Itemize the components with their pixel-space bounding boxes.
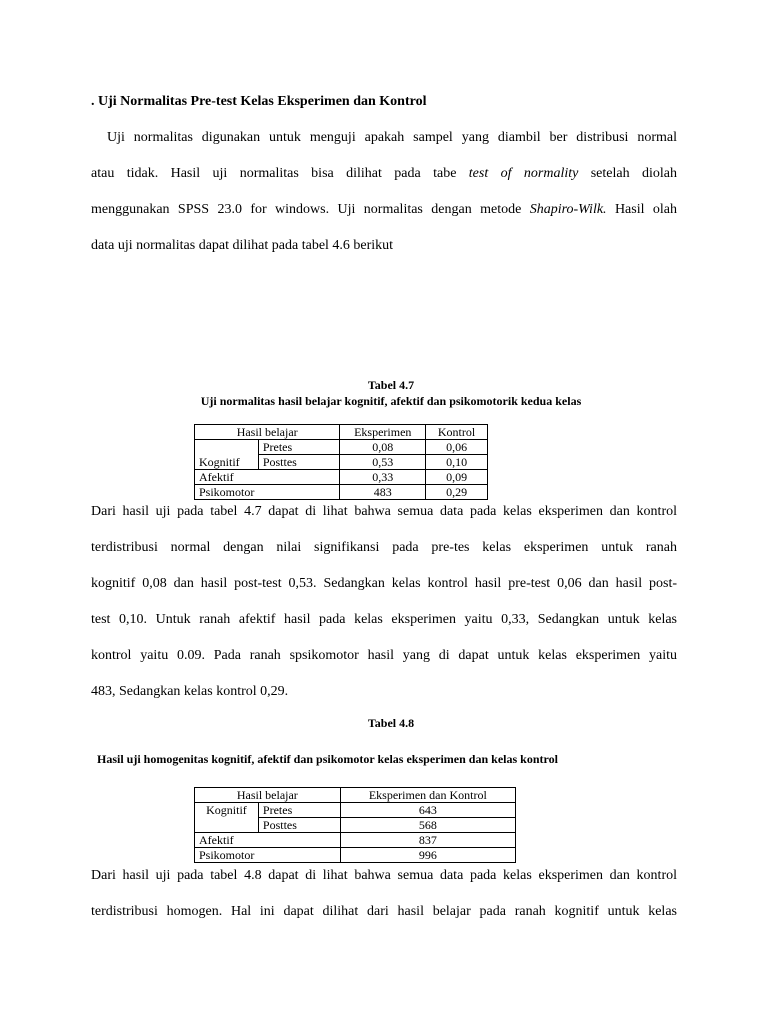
paragraph-intro xyxy=(91,128,677,272)
row-label: Psikomotor xyxy=(195,848,341,863)
value-cell: 643 xyxy=(340,803,515,818)
paragraph-line: menggunakan SPSS 23.0 for windows. Uji normalitas dengan metode Shapiro-Wilk. Hasil olah xyxy=(91,202,677,217)
value-cell: 996 xyxy=(340,848,515,863)
value-cell: 0,09 xyxy=(426,470,488,485)
header-cell: Eksperimen xyxy=(340,425,426,440)
table-header-row xyxy=(195,425,488,440)
table-4-7-title: Uji normalitas hasil belajar kognitif, afektif dan psikomotorik kedua kelas xyxy=(200,394,582,408)
section-heading: . Uji Normalitas Pre-test Kelas Eksperimen dan Kontrol xyxy=(91,94,427,109)
paragraph-line: kontrol yaitu 0.09. Pada ranah spsikomotor hasil yang di dapat untuk kelas eksperimen yaitu xyxy=(91,648,677,663)
table-row xyxy=(195,440,488,455)
table-row xyxy=(195,833,516,848)
table-4-7-label: Tabel 4.7 xyxy=(367,378,415,392)
table-4-8-title: Hasil uji homogenitas kognitif, afektif dan psikomotor kelas eksperimen dan kelas kontrol xyxy=(97,752,558,766)
paragraph-line: atau tidak. Hasil uji normalitas bisa dilihat pada tabe test of normality setelah diolah xyxy=(91,166,677,181)
paragraph-line: kognitif 0,08 dan hasil post-test 0,53. Sedangkan kelas kontrol hasil pre-test 0,06 dan hasil post- xyxy=(91,576,677,591)
table-row xyxy=(195,848,516,863)
empty-cell xyxy=(195,818,259,833)
paragraph-line: data uji normalitas dapat dilihat pada tabel 4.6 berikut xyxy=(91,238,394,253)
row-label: Afektif xyxy=(195,470,340,485)
header-cell: Kontrol xyxy=(426,425,488,440)
table-4-8-label: Tabel 4.8 xyxy=(367,716,415,730)
row-label: Psikomotor xyxy=(195,485,340,500)
value-cell: 837 xyxy=(340,833,515,848)
paragraph-line: Dari hasil uji pada tabel 4.8 dapat di lihat bahwa semua data pada kelas eksperimen dan kontrol xyxy=(91,868,677,883)
paragraph-line: Uji normalitas digunakan untuk menguji apakah sampel yang diambil ber distribusi normal xyxy=(107,130,677,145)
header-cell: Hasil belajar xyxy=(195,425,340,440)
paragraph-table-4-7-discussion xyxy=(91,502,677,718)
row-sub-label: Posttes xyxy=(258,818,340,833)
table-row xyxy=(195,470,488,485)
header-cell: Hasil belajar xyxy=(195,788,341,803)
row-label: Afektif xyxy=(195,833,341,848)
value-cell: 0,33 xyxy=(340,470,426,485)
header-cell: Eksperimen dan Kontrol xyxy=(340,788,515,803)
value-cell: 568 xyxy=(340,818,515,833)
row-group-label: Kognitif xyxy=(195,803,259,818)
paragraph-line: 483, Sedangkan kelas kontrol 0,29. xyxy=(91,684,289,699)
table-row xyxy=(195,818,516,833)
paragraph-line: terdistribusi homogen. Hal ini dapat dilihat dari hasil belajar pada ranah kognitif untuk kelas xyxy=(91,904,677,919)
table-row xyxy=(195,455,488,470)
table-row xyxy=(195,485,488,500)
emphasis-text: test of normality xyxy=(468,166,579,181)
paragraph-line: Dari hasil uji pada tabel 4.7 dapat di lihat bahwa semua data pada kelas eksperimen dan kontrol xyxy=(91,504,677,519)
paragraph-table-4-8-discussion xyxy=(91,866,677,938)
row-sub-label: Pretes xyxy=(258,803,340,818)
row-sub-label: Posttes xyxy=(258,455,340,470)
row-sub-label: Pretes xyxy=(258,440,340,455)
value-cell: 0,10 xyxy=(426,455,488,470)
paragraph-line: test 0,10. Untuk ranah afektif hasil pada kelas eksperimen yaitu 0,33, Sedangkan untuk kelas xyxy=(91,612,677,627)
table-row xyxy=(195,803,516,818)
table-4-7 xyxy=(194,424,488,500)
value-cell: 0,29 xyxy=(426,485,488,500)
table-header-row xyxy=(195,788,516,803)
value-cell: 0,08 xyxy=(340,440,426,455)
paragraph-line: terdistribusi normal dengan nilai signifikansi pada pre-tes kelas eksperimen untuk ranah xyxy=(91,540,677,555)
emphasis-text: Shapiro-Wilk. xyxy=(529,202,607,217)
value-cell: 0,06 xyxy=(426,440,488,455)
empty-cell xyxy=(195,440,259,455)
value-cell: 483 xyxy=(340,485,426,500)
row-group-label: Kognitif xyxy=(195,455,259,470)
table-4-8 xyxy=(194,787,516,863)
value-cell: 0,53 xyxy=(340,455,426,470)
